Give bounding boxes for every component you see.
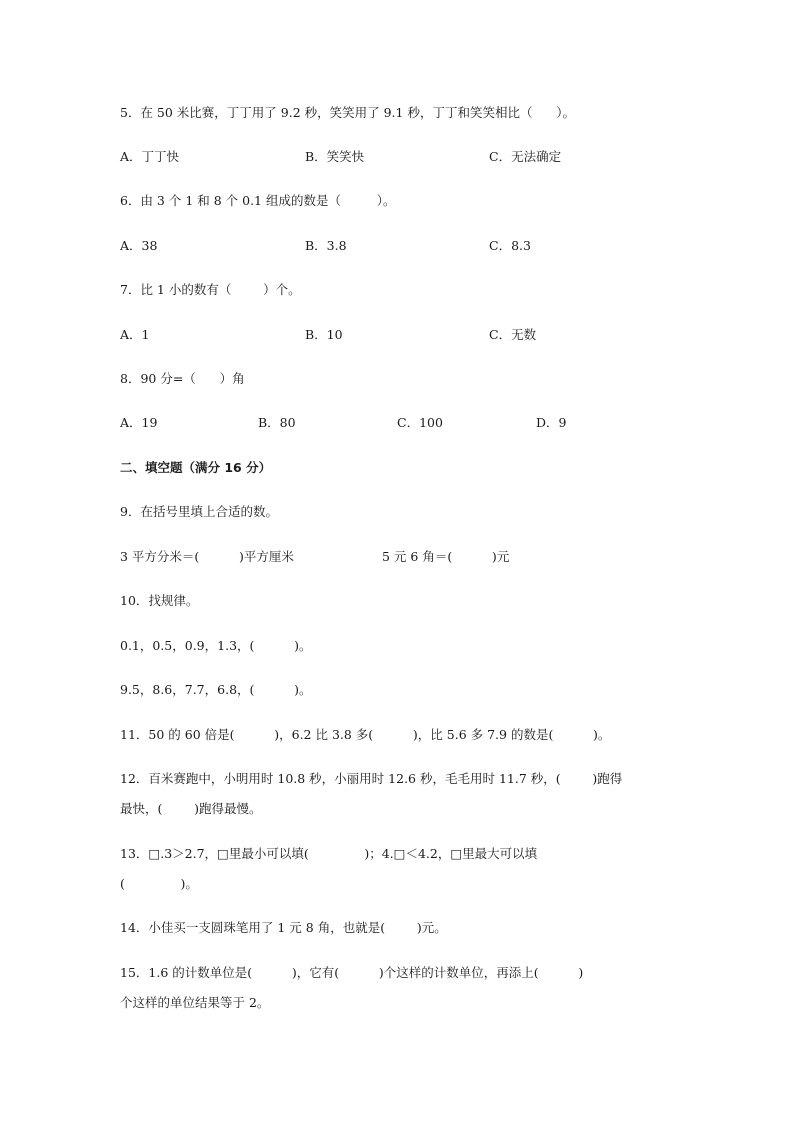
question-6-option-b: B．3.8 xyxy=(305,238,347,253)
question-15-line-2: 个这样的单位结果等于 2。 xyxy=(120,995,270,1010)
question-7-option-b: B．10 xyxy=(305,327,343,342)
question-12-line-1: 12．百米赛跑中，小明用时 10.8 秒，小丽用时 12.6 秒，毛毛用时 11.7 秒，( )跑得 xyxy=(120,771,623,786)
question-11-stem: 11．50 的 60 倍是( )，6.2 比 3.8 多( )，比 5.6 多 7.9 的数是( )。 xyxy=(120,727,611,742)
question-8-stem: 8．90 分=（ ）角 xyxy=(120,371,245,386)
question-14-stem: 14．小佳买一支圆珠笔用了 1 元 8 角，也就是( )元。 xyxy=(120,920,447,935)
question-5-option-a: A．丁丁快 xyxy=(120,149,180,164)
question-10-sequence-1: 0.1，0.5，0.9，1.3，( )。 xyxy=(120,638,312,653)
question-7-option-c: C．无数 xyxy=(489,327,537,342)
question-5-option-b: B．笑笑快 xyxy=(305,149,365,164)
question-9-blank-2: 5 元 6 角＝( )元 xyxy=(382,549,510,564)
question-7-option-a: A．1 xyxy=(120,327,150,342)
question-6-option-c: C．8.3 xyxy=(489,238,531,253)
question-15-line-1: 15．1.6 的计数单位是( )，它有( )个这样的计数单位，再添上( ) xyxy=(120,965,584,980)
question-8-option-d: D．9 xyxy=(536,415,567,430)
question-8-option-c: C．100 xyxy=(397,415,443,430)
question-5-stem: 5．在 50 米比赛，丁丁用了 9.2 秒，笑笑用了 9.1 秒，丁丁和笑笑相比（ ）。 xyxy=(120,105,576,120)
question-8-option-b: B．80 xyxy=(258,415,296,430)
question-7-stem: 7．比 1 小的数有（ ）个。 xyxy=(120,282,301,297)
question-9-blank-1: 3 平方分米＝( )平方厘米 xyxy=(120,549,294,564)
question-9-stem: 9．在括号里填上合适的数。 xyxy=(120,504,278,519)
section-2-heading: 二、填空题（满分 16 分） xyxy=(120,460,272,475)
question-5-option-c: C．无法确定 xyxy=(489,149,562,164)
question-13-line-1: 13．□.3＞2.7，□里最小可以填( )；4.□＜4.2，□里最大可以填 xyxy=(120,846,538,861)
question-10-sequence-2: 9.5，8.6，7.7，6.8，( )。 xyxy=(120,682,312,697)
question-12-line-2: 最快，( )跑得最慢。 xyxy=(120,801,262,816)
question-13-line-2: ( )。 xyxy=(120,876,198,891)
question-6-stem: 6．由 3 个 1 和 8 个 0.1 组成的数是（ ）。 xyxy=(120,193,396,208)
question-8-option-a: A．19 xyxy=(120,415,158,430)
question-6-option-a: A．38 xyxy=(120,238,158,253)
question-10-stem: 10．找规律。 xyxy=(120,593,199,608)
